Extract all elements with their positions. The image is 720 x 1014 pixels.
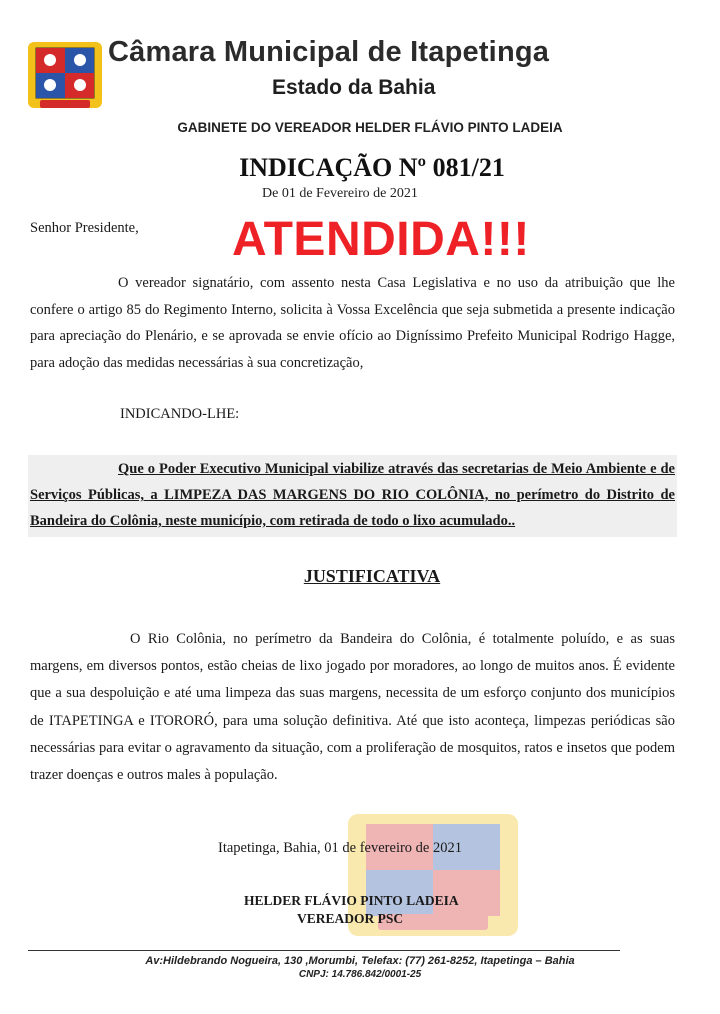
- org-name: Câmara Municipal de Itapetinga: [108, 36, 550, 68]
- footer-divider: [28, 950, 620, 951]
- justification-body: [30, 626, 675, 789]
- place-date: Itapetinga, Bahia, 01 de fevereiro de 2021: [218, 840, 462, 856]
- signer-role: VEREADOR PSC: [297, 911, 404, 926]
- indicating-label: INDICANDO-LHE:: [120, 406, 240, 422]
- coat-of-arms-icon: [26, 38, 104, 116]
- footer-address: Av:Hildebrando Nogueira, 130 ,Morumbi, Telefax: (77) 261-8252, Itapetinga – Bahia: [145, 955, 575, 967]
- signer-name: HELDER FLÁVIO PINTO LADEIA: [244, 893, 459, 908]
- footer-cnpj: CNPJ: 14.786.842/0001-25: [298, 969, 422, 980]
- office-name: GABINETE DO VEREADOR HELDER FLÁVIO PINTO LADEIA: [177, 120, 563, 135]
- body-paragraph: O vereador signatário, com assento nesta Casa Legislativa e no uso da atribuição que lhe confere o artigo 85 do Regimento Interno, solicita à Vossa Excelência que seja submetida a presente indicação para apreciação do Plenário, e se aprovada se envie ofício ao Digníssimo Prefeito Municipal Rodrigo Hagge, para adoção das medidas necessárias à sua concretização,: [30, 275, 675, 371]
- salutation: Senhor Presidente,: [30, 220, 139, 236]
- approved-stamp: ATENDIDA!!!: [232, 213, 530, 266]
- document-body: [30, 270, 675, 376]
- state-name: Estado da Bahia: [272, 76, 436, 99]
- justification-title: JUSTIFICATIVA: [303, 566, 441, 586]
- request-text: Que o Poder Executivo Municipal viabilize através das secretarias de Meio Ambiente e de Serviços Públicas, a LIMPEZA DAS MARGENS DO RIO COLÔNIA, no perímetro do Distrito de Bandeira do Colônia, neste município, com retirada de todo o lixo acumulado..: [30, 461, 675, 529]
- justification-paragraph: O Rio Colônia, no perímetro da Bandeira do Colônia, é totalmente poluído, e as suas margens, em diversos pontos, estão cheias de lixo jogado por moradores, ao longo de muitos anos. É evidente que a sua despoluição e até uma limpeza das suas margens, necessita de um esforço conjunto dos municípios de ITAPETINGA e ITORORÓ, para uma solução definitiva. Até que isto aconteça, limpezas periódicas são necessárias para evitar o agravamento da situação, com a proliferação de mosquitos, ratos e insetos que podem trazer doenças e outros males à população.: [30, 631, 675, 784]
- document-date: De 01 de Fevereiro de 2021: [262, 186, 418, 201]
- document-title: INDICAÇÃO Nº 081/21: [239, 153, 505, 182]
